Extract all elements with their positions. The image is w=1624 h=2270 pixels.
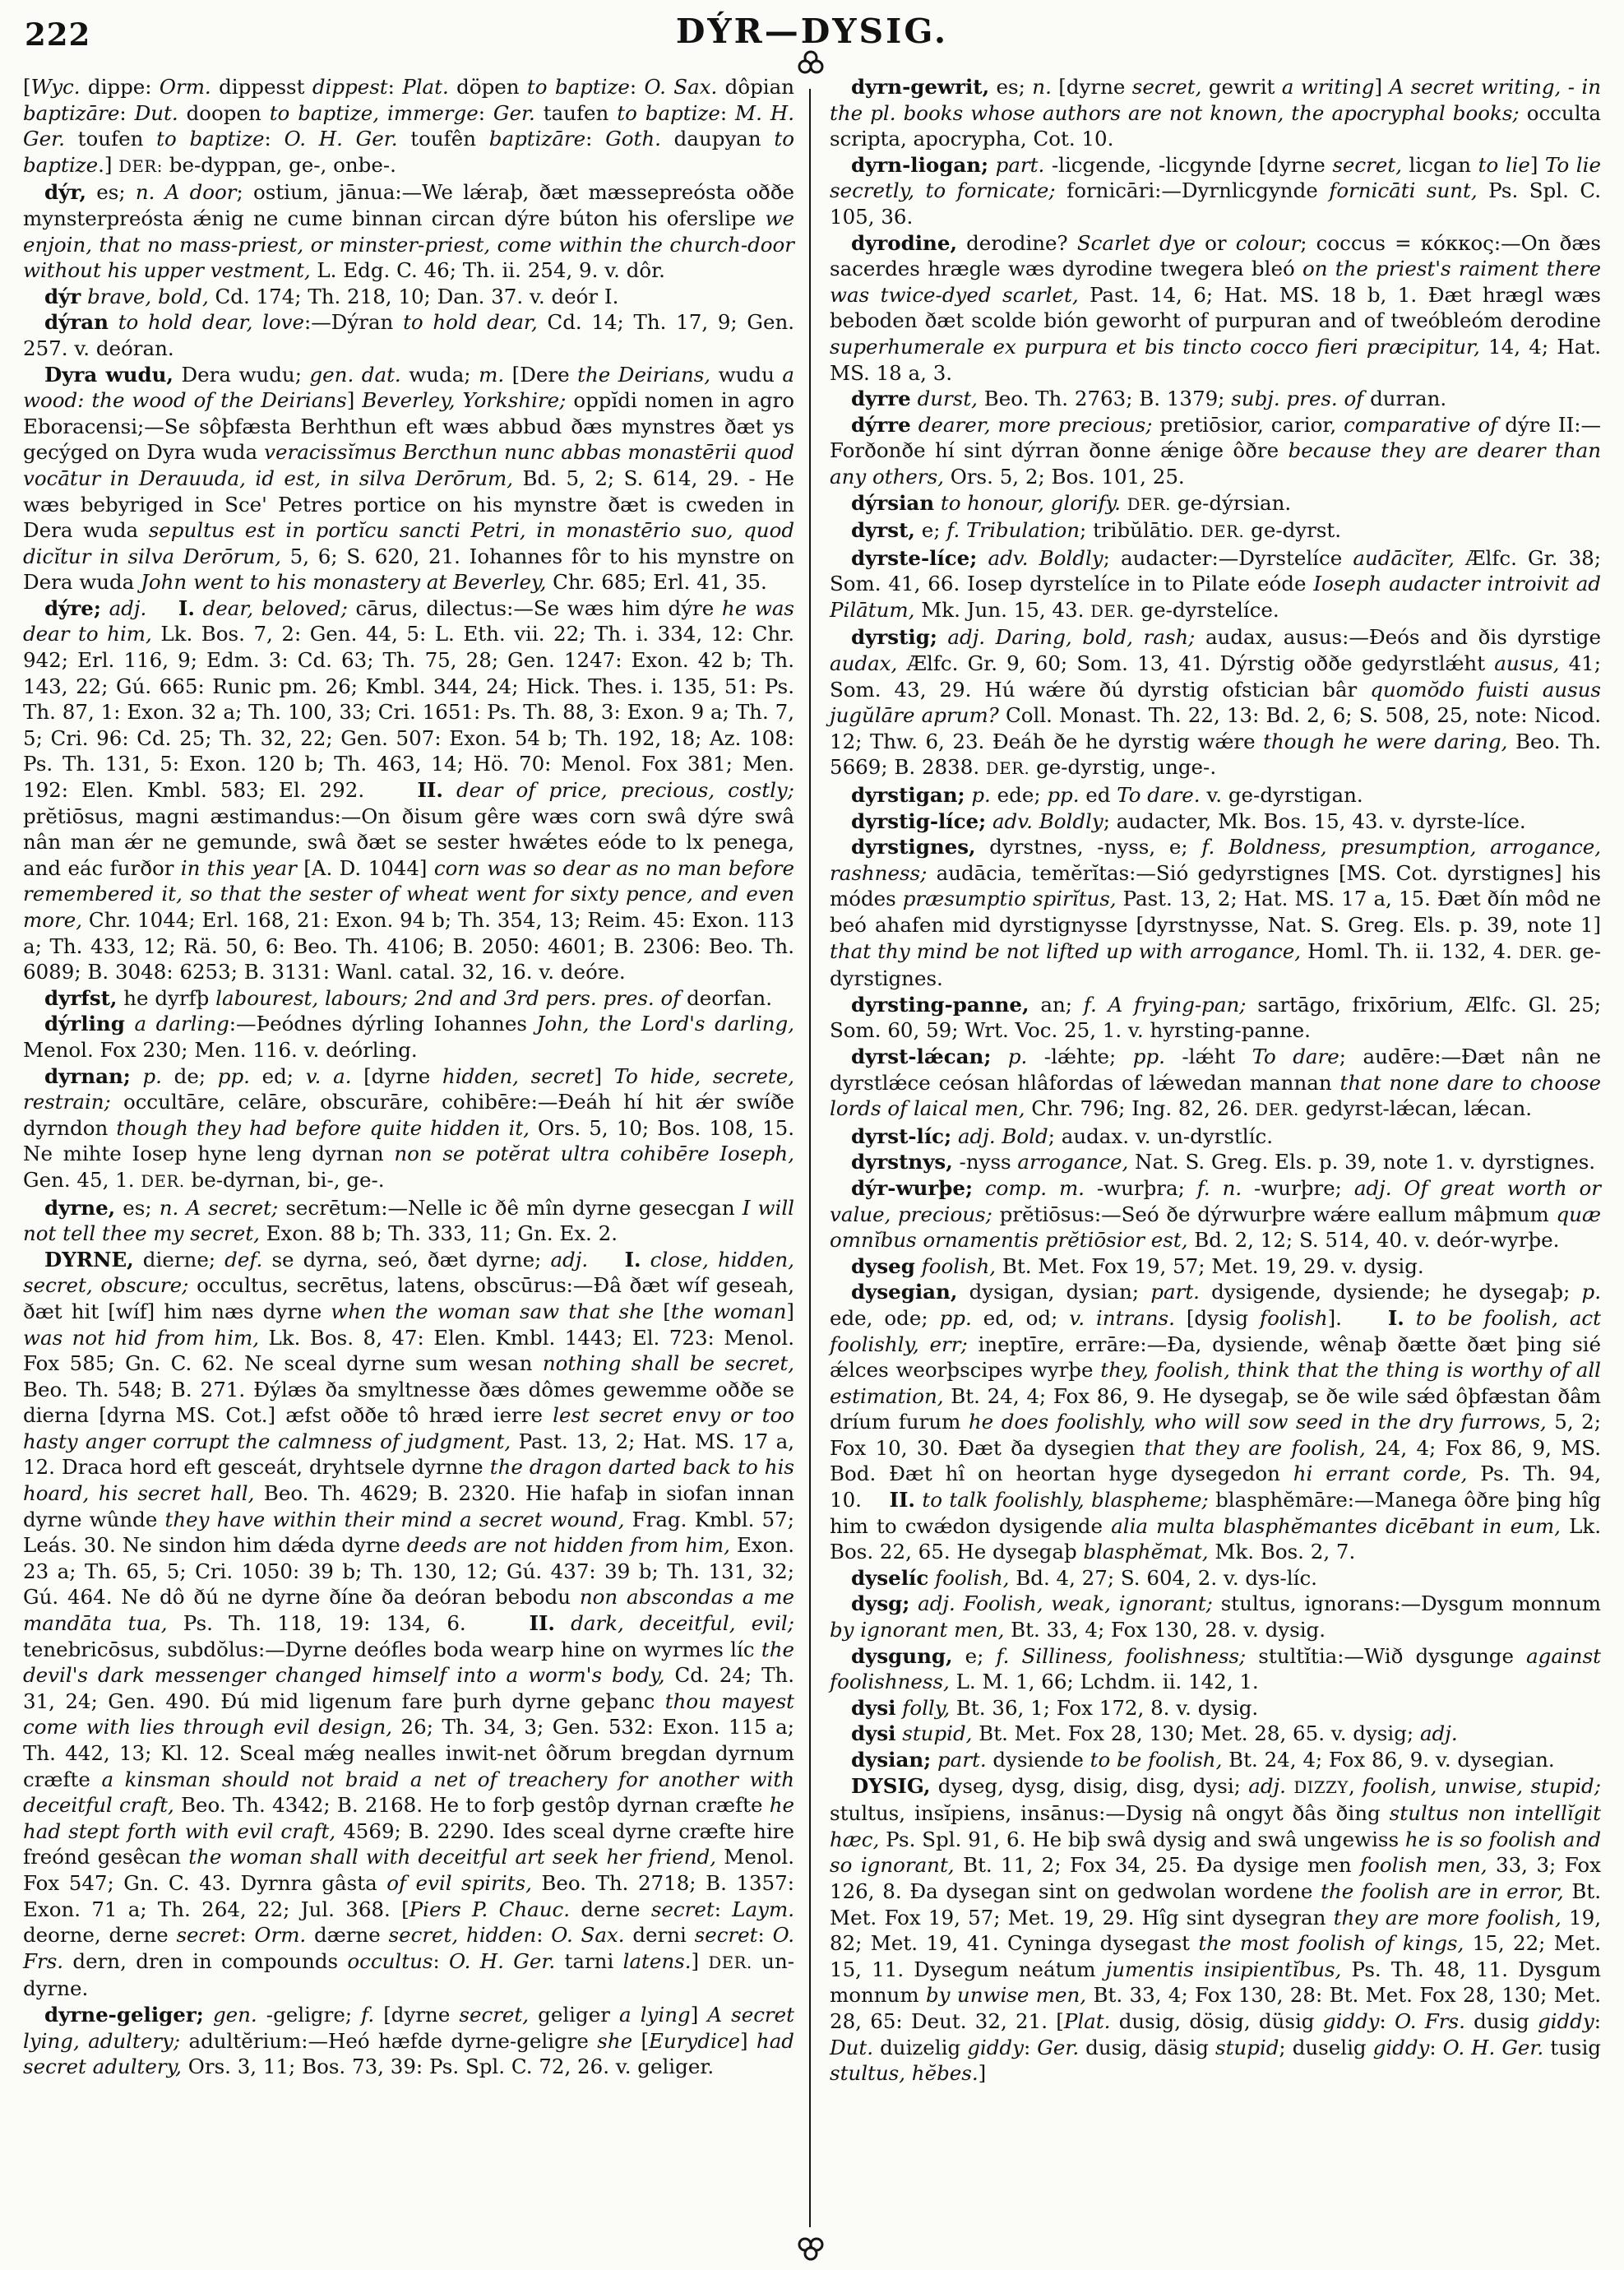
dictionary-entry: dysgung, e; f. Silliness, foolishness; stultĭtia:—Wið dysgunge against foolishness, L. M. 1, 66; Lchdm. ii. 142, 1. [830,1643,1601,1694]
dictionary-entry: dyrnan; p. de; pp. ed; v. a. [dyrne hidden, secret] To hide, secrete, restrain; occultāre, celāre, obscurāre, cohibēre:—Ðeáh hí hit ǽr swíðe dyrndon though they had before quite hidden it, Ors. 5, 10; Bos. 108, 15. Ne mihte Iosep hyne leng dyrnan non se potĕrat ultra cohibēre Ioseph, Gen. 45, 1. DER. be-dyrnan, bi-, ge-. [23,1063,795,1192]
dictionary-entry: dysian; part. dysiende to be foolish, Bt. 24, 4; Fox 86, 9. v. dysegian. [851,1748,1555,1772]
dictionary-entry: dyrst, e; f. Tribulation; tribŭlātio. DER. ge-dyrst. [851,518,1342,543]
dictionary-entry: dyrstnys, -nyss arrogance, Nat. S. Greg. Els. p. 39, note 1. v. dyrstignes. [851,1150,1596,1174]
dictionary-entry: dýr-wurþe; comp. m. -wurþra; f. n. -wurþre; adj. Of great worth or value, precious; prĕtiōsus:—Seó ðe dýrwurþre wǽre eallum mâþmum quæ omnĭbus ornamentis prĕtiōsior est, Bd. 2, 12; S. 514, 40. v. deór-wyrþe. [830,1175,1601,1253]
trefoil-ornament-icon [794,2231,827,2263]
dictionary-entry: dysi folly, Bt. 36, 1; Fox 172, 8. v. dysig. [851,1695,1259,1720]
dictionary-entry: dyrn-liogan; part. -licgende, -licgynde [dyrne secret, licgan to lie] To lie secretly, to fornicate; fornicāri:—Dyrnlicgynde fornicāti sunt, Ps. Spl. C. 105, 36. [830,152,1601,229]
dictionary-entry: dyrne, es; n. A secret; secrētum:—Nelle ic ðê mîn dyrne gesecgan I will not tell thee my secret, Exon. 88 b; Th. 333, 11; Gn. Ex. 2. [23,1195,794,1246]
dictionary-entry: dýrre dearer, more precious; pretiōsior, carior, comparative of dýre II:—Forðonðe hí sint dýrran ðonne ǽnige ôðre because they are dearer than any others, Ors. 5, 2; Bos. 101, 25. [830,412,1602,489]
right-column [830,74,1601,2087]
dictionary-entry: DYRNE, dierne; def. se dyrna, seó, ðæt dyrne; adj. I. close, hidden, secret, obscure; occultus, secrētus, latens, obscūrus:—Ðâ ðæt wíf geseah, ðæt hit [wíf] him næs dyrne when the woman saw that she [the woman] was not hid from him, Lk. Bos. 8, 47: Elen. Kmbl. 1443; El. 723: Menol. Fox 585; Gn. C. 62. Ne sceal dyrne sum wesan nothing shall be secret, Beo. Th. 548; B. 271. Ðýlæs ða smyltnesse ðæs dômes gewemme oððe se dierna [dyrna MS. Cot.] æfst oððe tô hræd ierre lest secret envy or too hasty anger corrupt the calmness of judgment, Past. 13, 2; Hat. MS. 17 a, 12. Draca hord eft gesceát, dryhtsele dyrnne the dragon darted back to his hoard, his secret hall, Beo. Th. 4629; B. 2320. Hie hafaþ in siofan innan dyrne wûnde they have within their mind a secret wound, Frag. Kmbl. 57; Leás. 30. Ne sindon him dǽda dyrne deeds are not hidden from him, Exon. 23 a; Th. 65, 5; Cri. 1050: 39 b; Th. 130, 12; Gú. 437: 39 b; Th. 131, 32; Gú. 464. Ne dô ðú ne dyrne ðíne ða deóran bebodu non abscondas a me mandāta tua, Ps. Th. 118, 19: 134, 6. II. dark, deceitful, evil; tenebricōsus, subdŏlus:—Dyrne deófles boda wearp hine on wyrmes líc the devil's dark messenger changed himself into a worm's body, Cd. 24; Th. 31, 24; Gen. 490. Ðú mid ligenum fare þurh dyrne geþanc thou mayest come with lies through evil design, 26; Th. 34, 3; Gen. 532: Exon. 115 a; Th. 442, 13; Kl. 12. Sceal mǽg nealles inwit-net ôðrum bregdan dyrnum cræfte a kinsman should not braid a net of treachery for another with deceitful craft, Beo. Th. 4342; B. 2168. He to forþ gestôp dyrnan cræfte he had stept forth with evil craft, 4569; B. 2290. Ides sceal dyrne cræfte hire freónd gesêcan the woman shall with deceitful art seek her friend, Menol. Fox 547; Gn. C. 43. Dyrnra gâsta of evil spirits, Beo. Th. 2718; B. 1357: Exon. 71 a; Th. 264, 22; Jul. 368. [Piers P. Chauc. derne secret: Laym. deorne, derne secret: Orm. dærne secret, hidden: O. Sax. derni secret: O. Frs. dern, dren in compounds occultus: O. H. Ger. tarni latens.] DER. un-dyrne. [23,1247,795,2001]
dictionary-entry: dýrling a darling:—Þeódnes dýrling Iohannes John, the Lord's darling, Menol. Fox 230; Men. 116. v. deórling. [23,1012,794,1062]
dictionary-entry: dyrn-gewrit, es; n. [dyrne secret, gewrit a writing] A secret writing, - in the pl. books whose authors are not known, the apocryphal books; occulta scripta, apocrypha, Cot. 10. [830,75,1602,151]
dictionary-entry: dyrst-líc; adj. Bold; audax. v. un-dyrstlíc. [851,1123,1273,1148]
dictionary-entry: dyrstignes, dyrstnes, -nyss, e; f. Boldness, presumption, arrogance, rashness; audācia, temĕrĭtas:—Sió gedyrstignes [MS. Cot. dyrstignes] his módes præsumptio spirĭtus, Past. 13, 2; Hat. MS. 17 a, 15. Ðæt ðín môd ne beó ahafen mid dyrstignysse [dyrstnysse, Nat. S. Greg. Els. p. 39, note 1] that thy mind be not lifted up with arrogance, Homl. Th. ii. 132, 4. DER. ge-dyrstignes. [830,835,1601,991]
dictionary-entry: dyrre durst, Beo. Th. 2763; B. 1379; subj. pres. of durran. [851,387,1447,411]
trefoil-ornament-icon [794,49,827,82]
left-column [23,74,794,2080]
dictionary-entry: dyrsting-panne, an; f. A frying-pan; sartāgo, frixōrium, Ælfc. Gl. 25; Som. 60, 59; Wrt. Voc. 25, 1. v. hyrsting-panne. [830,992,1601,1043]
dictionary-entry: dyrstigan; p. ede; pp. ed To dare. v. ge-dyrstigan. [851,783,1363,808]
dictionary-entry: dyrfst, he dyrfþ labourest, labours; 2nd and 3rd pers. pres. of deorfan. [44,985,773,1010]
dictionary-entry: dyrne-geliger; gen. -geligre; f. [dyrne secret, geliger a lying] A secret lying, adultery; adultĕrium:—Heó hæfde dyrne-geligre she [Eurydice] had secret adultery, Ors. 3, 11; Bos. 73, 39: Ps. Spl. C. 72, 26. v. geliger. [23,2002,794,2079]
dictionary-entry: dyseg foolish, Bt. Met. Fox 19, 57; Met. 19, 29. v. dysig. [851,1253,1424,1278]
column-divider-rule [809,89,811,2227]
dictionary-entry: dysg; adj. Foolish, weak, ignorant; stultus, ignorans:—Dysgum monnum by ignorant men, Bt. 33, 4; Fox 130, 28. v. dysig. [830,1591,1601,1642]
dictionary-entry: [Wyc. dippe: Orm. dippesst dippest: Plat. döpen to baptize: O. Sax. dôpian baptizāre: Dut. doopen to baptize, immerge: Ger. taufen to baptize: M. H. Ger. toufen to baptize: O. H. Ger. toufên baptizāre: Goth. daupyan to baptize.] DER: be-dyppan, ge-, onbe-. [23,75,795,177]
dictionary-entry: dysi stupid, Bt. Met. Fox 28, 130; Met. 28, 65. v. dysig; adj. [851,1721,1458,1746]
dictionary-entry: dýr brave, bold, Cd. 174; Th. 218, 10; Dan. 37. v. deór I. [44,284,619,308]
dictionary-entry: dyrstig-líce; adv. Boldly; audacter, Mk. Bos. 15, 43. v. dyrste-líce. [851,808,1526,833]
dictionary-entry: dýr, es; n. A door; ostium, jānua:—We lǽraþ, ðæt mæssepreósta oððe mynsterpreósta ǽnig ne cume binnan circan dýre búton his oferslipe we enjoin, that no mass-priest, or minster-priest, come within the church-door without his upper vestment, L. Edg. C. 46; Th. ii. 254, 9. v. dôr. [23,180,795,283]
dictionary-entry: dyrst-lǽcan; p. -lǽhte; pp. -lǽht To dare; audēre:—Ðæt nân ne dyrstlǽce ceósan hlâfordas of lǽwedan mannan that none dare to choose lords of laical men, Chr. 796; Ing. 82, 26. DER. gedyrst-lǽcan, lǽcan. [830,1044,1601,1121]
dictionary-entry: dýran to hold dear, love:—Dýran to hold dear, Cd. 14; Th. 17, 9; Gen. 257. v. deóran. [23,310,795,360]
page-title: DÝR—DYSIG. [675,12,949,51]
dictionary-entry: dýre; adj. I. dear, beloved; cārus, dilectus:—Se wæs him dýre he was dear to him, Lk. Bos. 7, 2: Gen. 44, 5: L. Eth. vii. 22; Th. i. 334, 12: Chr. 942; Erl. 116, 9; Edm. 3: Cd. 63; Th. 75, 28; Gen. 1247: Exon. 42 b; Th. 143, 22; Gú. 665: Runic pm. 26; Kmbl. 344, 24; Hick. Thes. i. 135, 51: Ps. Th. 87, 1: Exon. 32 a; Th. 100, 33; Cri. 1651: Ps. Th. 88, 3: Exon. 9 a; Th. 7, 5; Cri. 96: Cd. 25; Th. 32, 22; Gen. 507: Exon. 54 b; Th. 192, 18; Az. 108: Ps. Th. 131, 5: Exon. 120 b; Th. 463, 14; Hö. 70: Menol. Fox 381; Men. 192: Elen. Kmbl. 583; El. 292. II. dear of price, precious, costly; prĕtiōsus, magni æstimandus:—On ðisum gêre wæs corn swâ dýre swâ nân man ǽr ne gemunde, swâ ðæt se sester hwǽtes eóde to lx penega, and eác furðor in this year [A. D. 1044] corn was so dear as no man before remembered it, so that the sester of wheat went for sixty pence, and even more, Chr. 1044; Erl. 168, 21: Exon. 94 b; Th. 354, 13; Reim. 45: Exon. 113 a; Th. 433, 12; Rä. 50, 6: Beo. Th. 4106; B. 2050: 4601; B. 2306: Beo. Th. 6089; B. 3048: 6253; B. 3131: Wanl. catal. 32, 16. v. deóre. [23,595,795,984]
dictionary-entry: dyrstig; adj. Daring, bold, rash; audax, ausus:—Ðeós and ðis dyrstige audax, Ælfc. Gr. 9, 60; Som. 13, 41. Dýrstig oððe gedyrstlǽht ausus, 41; Som. 43, 29. Hú wǽre ðú dyrstig ofstician bâr quomŏdo fuisti ausus jugŭlāre aprum? Coll. Monast. Th. 22, 13: Bd. 2, 6; S. 508, 25, note: Nicod. 12; Thw. 6, 23. Ðeáh ðe he dyrstig wǽre though he were daring, Beo. Th. 5669; B. 2838. DER. ge-dyrstig, unge-. [830,625,1602,780]
dictionary-entry: Dyra wudu, Dera wudu; gen. dat. wuda; m. [Dere the Deirians, wudu a wood: the wood of the Deirians] Beverley, Yorkshire; oppĭdi nomen in agro Eboracensi;—Se sôþfæsta Berhthun eft wæs abbud ðæs mynstres ðæt ys gecýged on Dyra wuda veracissĭmus Bercthun nunc abbas monastērii quod vocātur in Derauuda, id est, in silva Derōrum, Bd. 5, 2; S. 614, 29. - He wæs bebyriged in Sce' Petres portice on his mynstre ðæt is cweden in Dera wuda sepultus est in portĭcu sancti Petri, in monastērio suo, quod dicĭtur in silva Derōrum, 5, 6; S. 620, 21. Iohannes fôr to his mynstre on Dera wuda John went to his monastery at Beverley, Chr. 685; Erl. 41, 35. [23,362,795,595]
dictionary-entry: dýrsian to honour, glorify. DER. ge-dýrsian. [851,490,1292,515]
dictionary-entry: dyrodine, derodine? Scarlet dye or colour; coccus = κόκκος:—On ðæs sacerdes hrægle wæs dyrodine twegera bleó on the priest's raiment there was twice-dyed scarlet, Past. 14, 6; Hat. MS. 18 b, 1. Ðæt hrægl wæs beboden ðæt scolde bión geworht of purpuran and of tweóbleóm derodine superhumerale ex purpura et bis tincto cocco fieri præcipitur, 14, 4; Hat. MS. 18 a, 3. [830,230,1601,385]
dictionary-entry: DYSIG, dyseg, dysg, disig, disg, dysi; adj. DIZZY, foolish, unwise, stupid; stultus, insĭpiens, insānus:—Dysig nâ ongyt ðâs ðing stultus non intellĭgit hæc, Ps. Spl. 91, 6. He biþ swâ dysig and swâ ungewiss he is so foolish and so ignorant, Bt. 11, 2; Fox 34, 25. Ða dysige men foolish men, 33, 3; Fox 126, 8. Ða dysegan sint on gedwolan wordene the foolish are in error, Bt. Met. Fox 19, 57; Met. 19, 29. Hîg sint dysegran they are more foolish, 19, 82; Met. 19, 41. Cyninga dysegast the most foolish of kings, 15, 22; Met. 15, 11. Dysegum neátum jumentis insipientĭbus, Ps. Th. 48, 11. Dysgum monnum by unwise men, Bt. 33, 4; Fox 130, 28: Bt. Met. Fox 28, 130; Met. 28, 65: Deut. 32, 21. [Plat. dusig, dösig, düsig giddy: O. Frs. dusig giddy: Dut. duizelig giddy: Ger. dusig, däsig stupid; duselig giddy: O. H. Ger. tusig stultus, hĕbes.] [830,1773,1602,2086]
page-number: 222 [25,16,91,53]
dictionary-entry: dyrste-líce; adv. Boldly; audacter:—Dyrstelíce audācĭter, Ælfc. Gr. 38; Som. 41, 66. Iosep dyrstelíce in to Pilate eóde Ioseph audacter introivit ad Pilātum, Mk. Jun. 15, 43. DER. ge-dyrstelíce. [830,545,1602,622]
dictionary-entry: dysegian, dysigan, dysian; part. dysigende, dysiende; he dysegaþ; p. ede, ode; pp. ed, od; v. intrans. [dysig foolish]. I. to be foolish, act foolishly, err; ineptīre, errāre:—Ða, dysiende, wênaþ ðætte ðæt þing sié ǽlces weorþscipes wyrþe they, foolish, think that the thing is worthy of all estimation, Bt. 24, 4; Fox 86, 9. He dysegaþ, se ðe wile sǽd ôþfæstan ðâm dríum furum he does foolishly, who will sow seed in the dry furrows, 5, 2; Fox 10, 30. Ðæt ða dysegien that they are foolish, 24, 4; Fox 86, 9, MS. Bod. Ðæt hî on heortan hyge dysegedon hi errant corde, Ps. Th. 94, 10. II. to talk foolishly, blaspheme; blasphĕmāre:—Manega ôðre þing hîg him to cwǽdon dysigende alia multa blasphĕmantes dicēbant in eum, Lk. Bos. 22, 65. He dysegaþ blasphĕmat, Mk. Bos. 2, 7. [830,1280,1601,1564]
dictionary-entry: dyselíc foolish, Bd. 4, 27; S. 604, 2. v. dys-líc. [851,1565,1317,1590]
